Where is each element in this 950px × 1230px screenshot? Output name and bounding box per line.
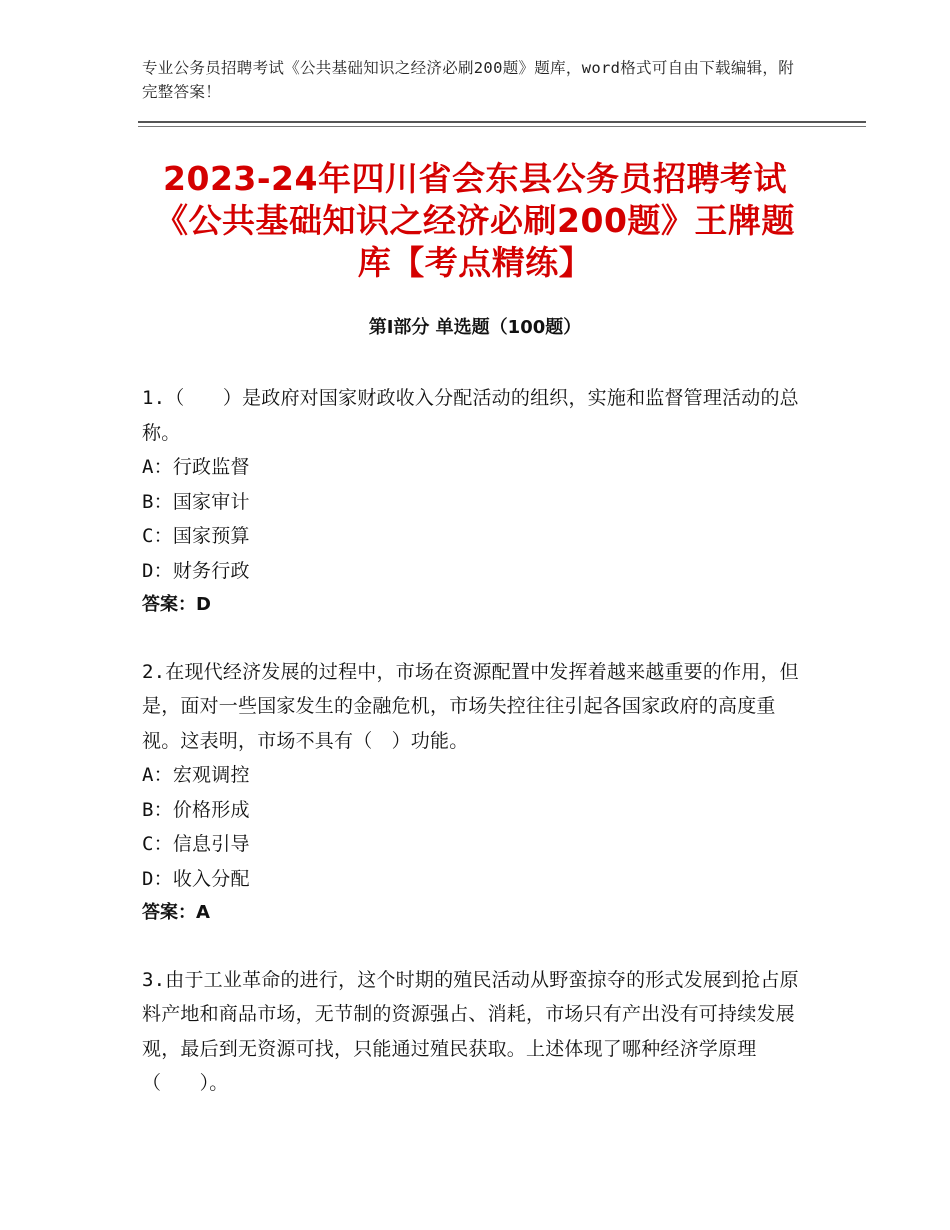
option-a: A：行政监督	[142, 456, 250, 478]
section-title: 第Ⅰ部分 单选题（100题）	[368, 317, 582, 338]
option-d: D：收入分配	[142, 867, 250, 890]
question-3	[142, 963, 802, 1101]
option-b: B：国家审计	[142, 490, 250, 513]
question-stem: 2.在现代经济发展的过程中，市场在资源配置中发挥着越来越重要的作用，但是，面对一些国家发生的金融危机，市场失控往往引起各国家政府的高度重视。这表明，市场不具有（ ）功能。	[142, 660, 799, 752]
option-c: C：国家预算	[142, 525, 250, 547]
header-divider-thick	[138, 121, 866, 123]
option-d: D：财务行政	[142, 559, 250, 582]
question-1	[142, 381, 802, 623]
question-list	[142, 381, 802, 1133]
option-c: C：信息引导	[142, 833, 250, 855]
header-note: 专业公务员招聘考试《公共基础知识之经济必刷200题》题库，word格式可自由下载编辑，附完整答案！	[142, 59, 795, 101]
header-divider-thin	[138, 126, 866, 127]
question-stem: 3.由于工业革命的进行，这个时期的殖民活动从野蛮掠夺的形式发展到抢占原料产地和商品市场，无节制的资源强占、消耗，市场只有产出没有可持续发展观，最后到无资源可找，只能通过殖民获取。上述体现了哪种经济学原理（ ）。	[142, 968, 799, 1094]
answer-line: 答案：A	[142, 902, 210, 923]
option-b: B：价格形成	[142, 798, 250, 821]
option-a: A：宏观调控	[142, 764, 250, 786]
question-stem: 1.（ ）是政府对国家财政收入分配活动的组织，实施和监督管理活动的总称。	[142, 387, 799, 444]
question-2	[142, 655, 802, 931]
answer-line: 答案：D	[142, 594, 211, 615]
document-title: 2023-24年四川省会东县公务员招聘考试《公共基础知识之经济必刷200题》王牌题库【考点精练】	[155, 159, 795, 282]
